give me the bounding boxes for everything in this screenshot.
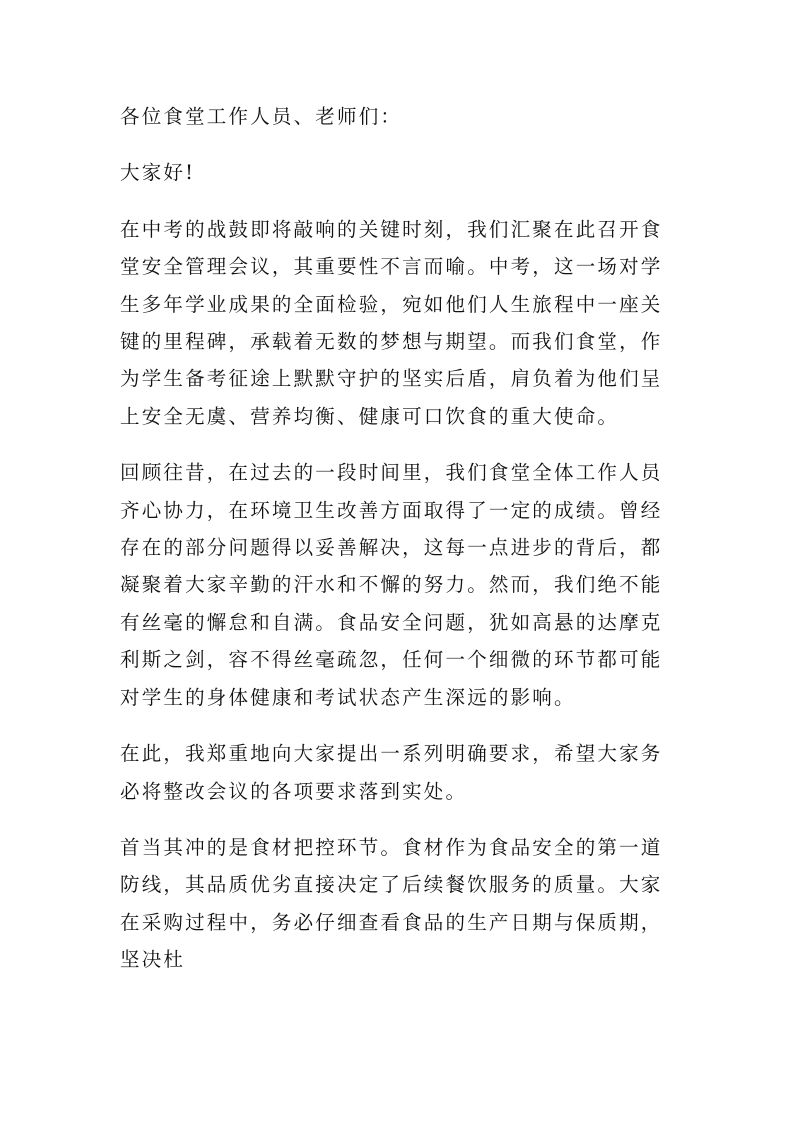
document-body xyxy=(120,98,680,998)
greeting: 大家好! xyxy=(120,161,196,185)
paragraph-requirements: 在此，我郑重地向大家提出一系列明确要求，希望大家务必将整改会议的各项要求落到实处。 xyxy=(120,742,663,803)
salutation: 各位食堂工作人员、老师们： xyxy=(120,105,403,128)
paragraph-review: 回顾往昔，在过去的一段时间里，我们食堂全体工作人员齐心协力，在环境卫生改善方面取得了一定的成绩。曾经存在的部分问题得以妥善解决，这每一点进步的背后，都凝聚着大家辛勤的汗水和不懈的努力。然而，我们绝不能有丝毫的懈怠和自满。食品安全问题，犹如高悬的达摩克利斯之剑，容不得丝毫疏忽，任何一个细微的环节都可能对学生的身体健康和考试状态产生深远的影响。 xyxy=(120,461,663,709)
paragraph-intro: 在中考的战鼓即将敲响的关键时刻，我们汇聚在此召开食堂安全管理会议，其重要性不言而喻。中考，这一场对学生多年学业成果的全面检验，宛如他们人生旅程中一座关键的里程碑，承载着无数的梦想与期望。而我们食堂，作为学生备考征途上默默守护的坚实后盾，肩负着为他们呈上安全无虞、营养均衡、健康可口饮食的重大使命。 xyxy=(120,217,663,428)
paragraph-ingredients: 首当其冲的是食材把控环节。食材作为食品安全的第一道防线，其品质优劣直接决定了后续餐饮服务的质量。大家在采购过程中，务必仔细查看食品的生产日期与保质期，坚决杜 xyxy=(120,835,663,972)
